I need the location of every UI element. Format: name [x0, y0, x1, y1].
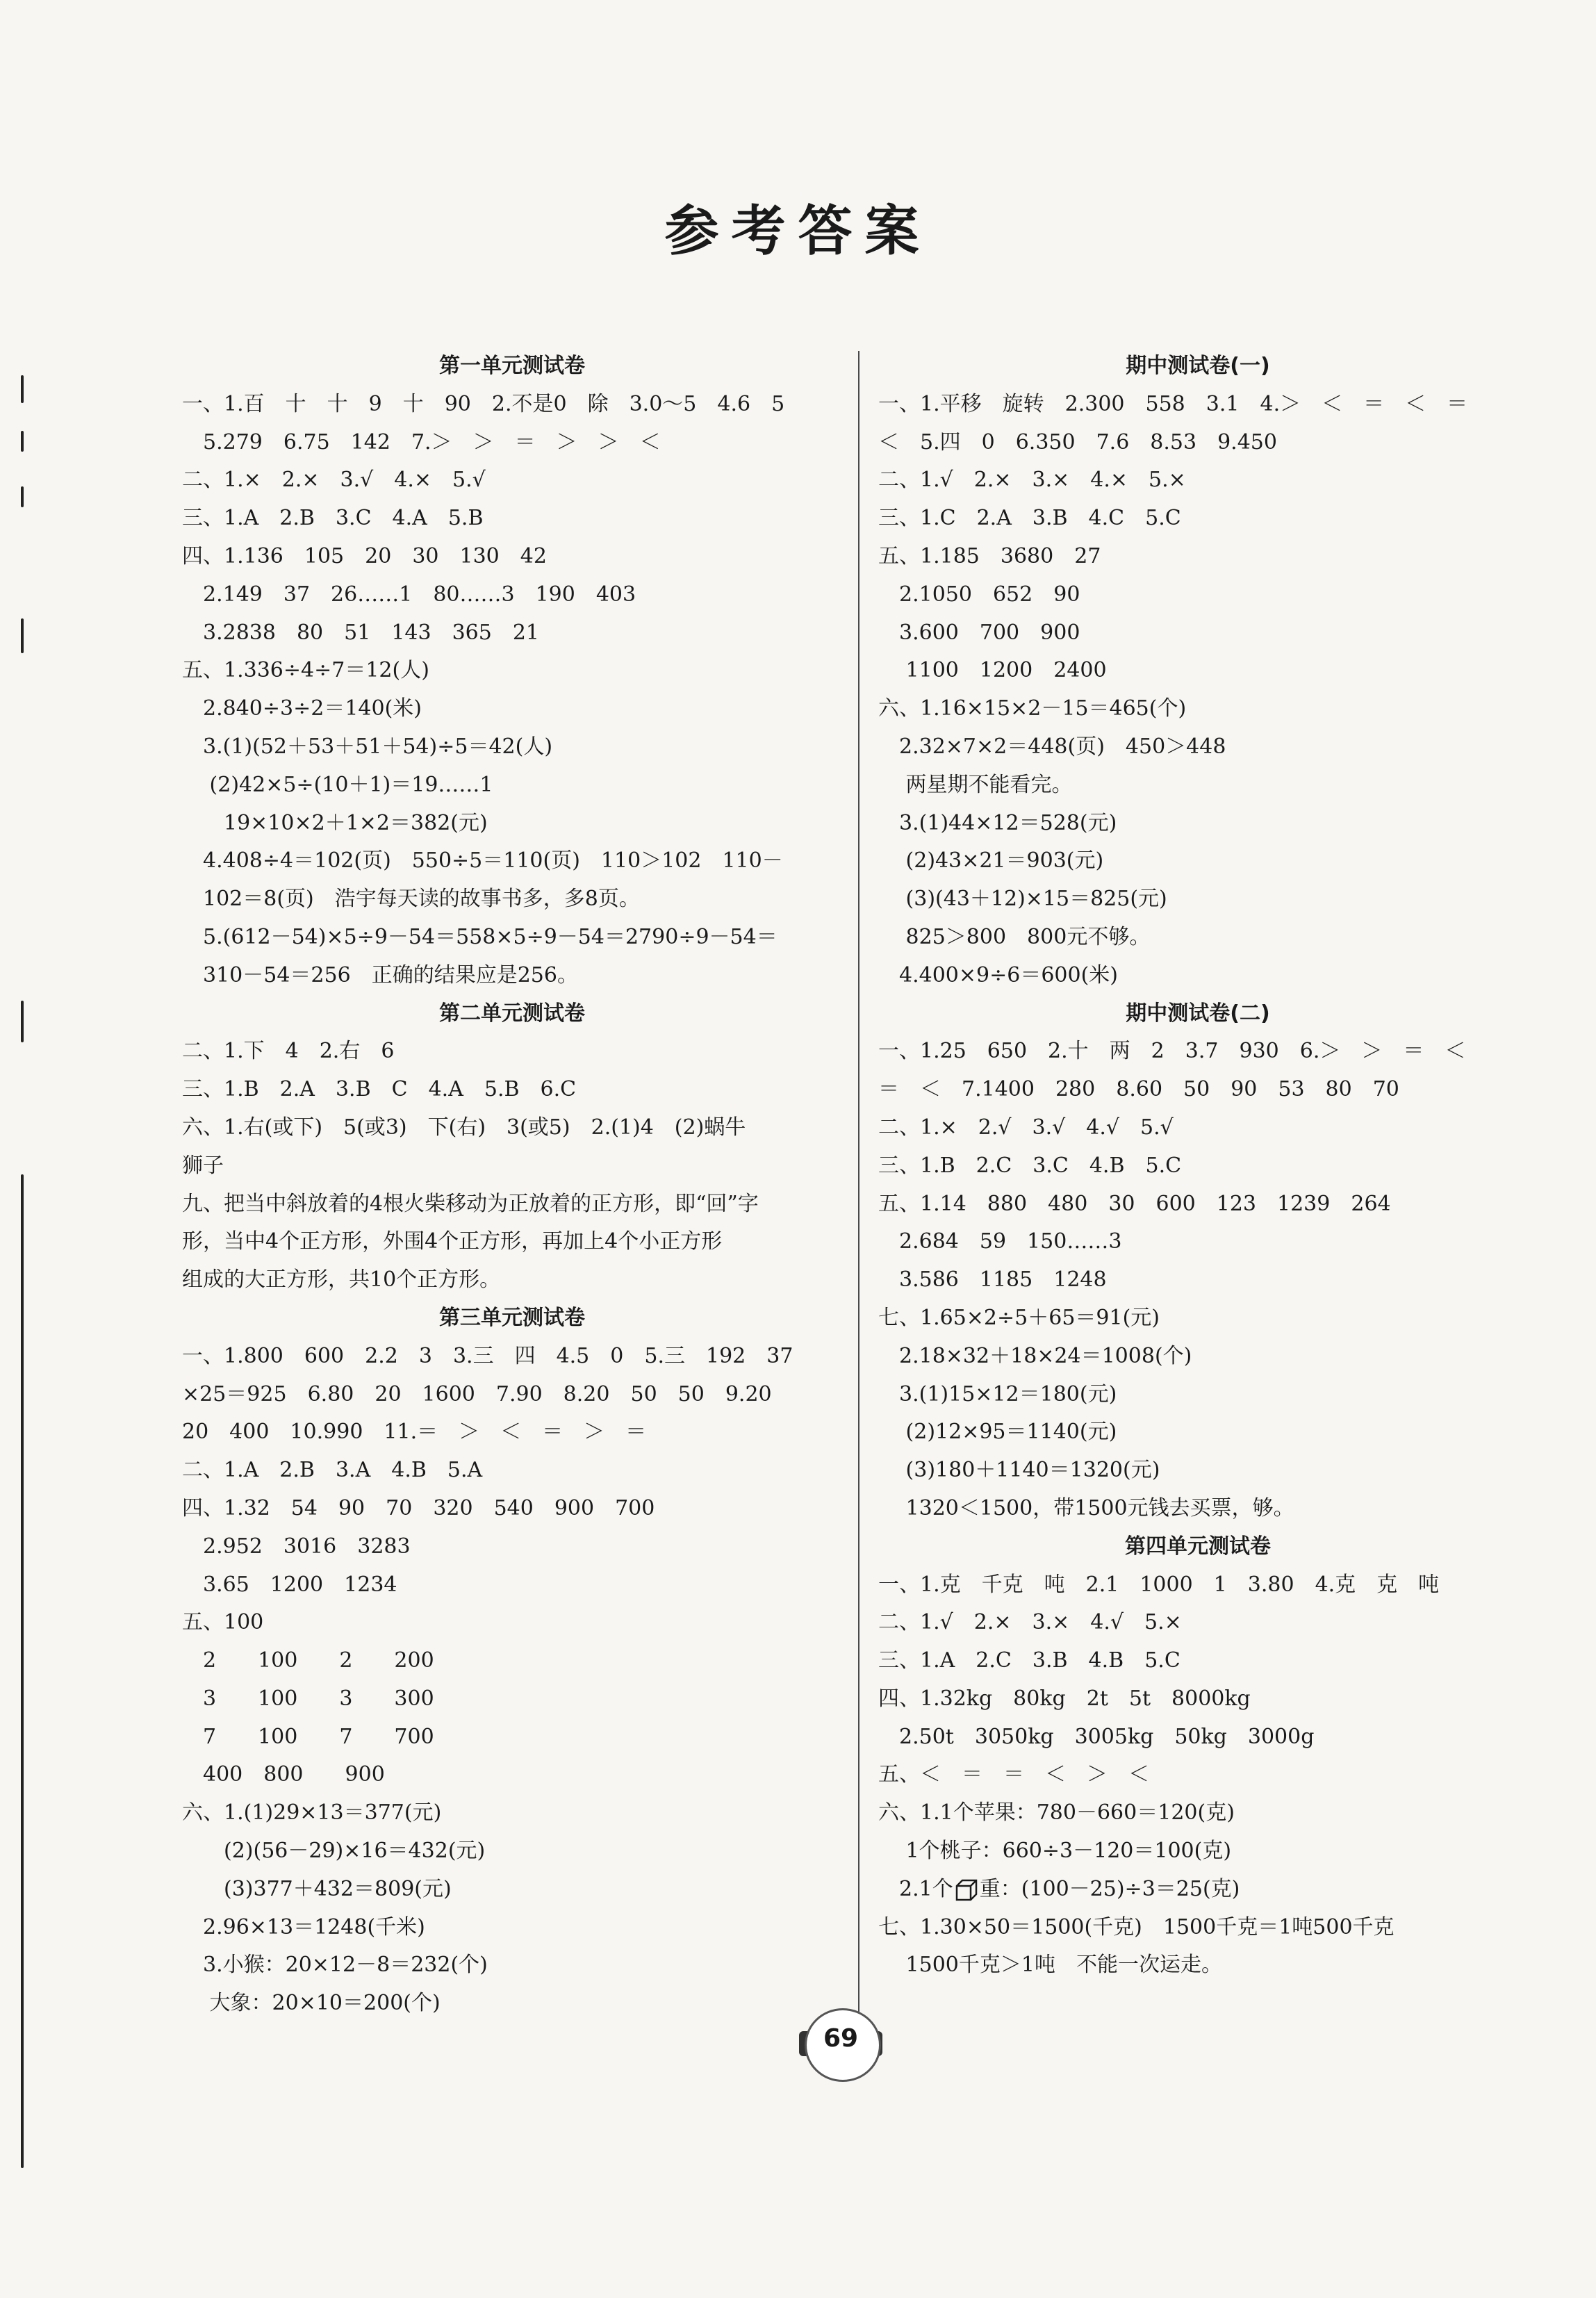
answer-line: 一、1.800 600 2.2 3 3.三 四 4.5 0 5.三 192 37 [182, 1343, 793, 1368]
answer-line: 2.684 59 150……3 [878, 1229, 1122, 1254]
answer-line: 五、1.185 3680 27 [878, 543, 1101, 568]
column-divider [858, 351, 859, 2029]
answer-line: 2.149 37 26……1 80……3 190 403 [182, 582, 636, 607]
answer-line: 三、1.A 2.C 3.B 4.B 5.C [878, 1648, 1180, 1673]
answer-line: ×25＝925 6.80 20 1600 7.90 8.20 50 50 9.20 [182, 1381, 772, 1406]
answer-line: 五、＜ ＝ ＝ ＜ ＞ ＜ [878, 1762, 1149, 1787]
section-heading: 第一单元测试卷 [439, 354, 585, 378]
answer-line: 2.96×13＝1248(千米) [182, 1914, 425, 1939]
section-heading: 期中测试卷(二) [1126, 1001, 1270, 1026]
section-heading: 第二单元测试卷 [439, 1001, 585, 1026]
answer-line: 四、1.32kg 80kg 2t 5t 8000kg [878, 1686, 1251, 1711]
answer-line: 狮子 [182, 1153, 224, 1178]
answer-line: 一、1.平移 旋转 2.300 558 3.1 4.＞ ＜ ＝ ＜ ＝ [878, 391, 1468, 416]
answer-line: 形，当中4个正方形，外围4个正方形，再加上4个小正方形 [182, 1229, 723, 1254]
answer-line: (2)42×5÷(10＋1)＝19……1 [182, 772, 493, 797]
answer-line: 3.(1)(52＋53＋51＋54)÷5＝42(人) [182, 734, 553, 759]
answer-line: 3.(1)15×12＝180(元) [878, 1381, 1117, 1406]
answer-line: (3)(43＋12)×15＝825(元) [878, 887, 1167, 912]
answer-line: 5.279 6.75 142 7.＞ ＞ ＝ ＞ ＞ ＜ [182, 429, 661, 454]
answer-line: 一、1.25 650 2.十 两 2 3.7 930 6.＞ ＞ ＝ ＜ [878, 1039, 1466, 1064]
answer-line: (2)12×95＝1140(元) [878, 1420, 1117, 1445]
answer-line: 六、1.(1)29×13＝377(元) [182, 1800, 442, 1825]
answer-line: 4.400×9÷6＝600(米) [878, 962, 1118, 987]
answer-line: 二、1.× 2.√ 3.√ 4.√ 5.√ [878, 1115, 1174, 1140]
answer-line: 3.586 1185 1248 [878, 1267, 1107, 1292]
answer-line: 四、1.32 54 90 70 320 540 900 700 [182, 1495, 655, 1520]
answer-line: 二、1.A 2.B 3.A 4.B 5.A [182, 1458, 483, 1483]
answer-line: 六、1.右(或下) 5(或3) 下(右) 3(或5) 2.(1)4 (2)蜗牛 [182, 1115, 746, 1140]
answer-line: 7 100 7 700 [182, 1724, 434, 1749]
answer-line: 2.840÷3÷2＝140(米) [182, 696, 422, 721]
answer-line: 二、1.√ 2.× 3.× 4.× 5.× [878, 468, 1186, 493]
answer-line: 一、1.克 千克 吨 2.1 1000 1 3.80 4.克 克 吨 [878, 1572, 1440, 1597]
answer-line: (2)(56－29)×16＝432(元) [182, 1839, 486, 1864]
answer-line: 2.18×32＋18×24＝1008(个) [878, 1343, 1192, 1368]
answer-line: 825＞800 800元不够。 [878, 924, 1151, 949]
answer-line: (2)43×21＝903(元) [878, 848, 1104, 873]
cube-icon [955, 1878, 978, 1902]
answer-text: 2.1个 [878, 1876, 953, 1901]
answer-line: 组成的大正方形，共10个正方形。 [182, 1267, 501, 1292]
answer-line: 2 100 2 200 [182, 1648, 434, 1673]
answer-line: 五、1.14 880 480 30 600 123 1239 264 [878, 1191, 1391, 1216]
left-column [182, 347, 842, 2023]
answer-line: 三、1.C 2.A 3.B 4.C 5.C [878, 506, 1181, 531]
answer-line: 400 800 900 [182, 1762, 385, 1787]
answer-line: 二、1.下 4 2.右 6 [182, 1039, 395, 1064]
answer-line: 3.65 1200 1234 [182, 1572, 397, 1597]
answer-line: 大象：20×10＝200(个) [182, 1991, 441, 2016]
right-column [878, 347, 1517, 1985]
binding-marks [21, 375, 25, 2168]
answer-line: 3 100 3 300 [182, 1686, 434, 1711]
answer-line: 二、1.√ 2.× 3.× 4.√ 5.× [878, 1610, 1182, 1635]
answer-line: 1100 1200 2400 [878, 658, 1107, 683]
answer-line: 4.408÷4＝102(页) 550÷5＝110(页) 110＞102 110－ [182, 848, 783, 873]
section-heading: 期中测试卷(一) [1126, 354, 1270, 378]
page-number: 69 [823, 2024, 859, 2053]
section-heading: 第三单元测试卷 [439, 1305, 585, 1330]
answer-line: 三、1.B 2.A 3.B C 4.A 5.B 6.C [182, 1077, 577, 1102]
section-heading: 第四单元测试卷 [1125, 1534, 1271, 1559]
answer-line: 3.600 700 900 [878, 620, 1080, 645]
answer-line: 三、1.A 2.B 3.C 4.A 5.B [182, 506, 484, 531]
answer-line [878, 1871, 1517, 1909]
answer-line: 2.50t 3050kg 3005kg 50kg 3000g [878, 1724, 1315, 1749]
answer-line: 3.(1)44×12＝528(元) [878, 810, 1117, 835]
answer-line: 310－54＝256 正确的结果应是256。 [182, 962, 578, 987]
answer-line: (3)180＋1140＝1320(元) [878, 1458, 1160, 1483]
answer-line: 两星期不能看完。 [878, 772, 1073, 797]
answer-line: 1320＜1500，带1500元钱去买票，够。 [878, 1495, 1294, 1520]
answer-line: 1个桃子：660÷3－120＝100(克) [878, 1839, 1232, 1864]
answer-line: 3.2838 80 51 143 365 21 [182, 620, 540, 645]
answer-line: 2.952 3016 3283 [182, 1534, 411, 1559]
answer-line: 二、1.× 2.× 3.√ 4.× 5.√ [182, 468, 486, 493]
answer-line: 2.1050 652 90 [878, 582, 1080, 607]
answer-line: 5.(612－54)×5÷9－54＝558×5÷9－54＝2790÷9－54＝ [182, 924, 778, 949]
answer-line: 四、1.136 105 20 30 130 42 [182, 543, 547, 568]
answer-line: 五、1.336÷4÷7＝12(人) [182, 658, 429, 683]
answer-line: ＜ 5.四 0 6.350 7.6 8.53 9.450 [878, 429, 1277, 454]
answer-line: 102＝8(页) 浩宇每天读的故事书多，多8页。 [182, 887, 640, 912]
answer-line: (3)377＋432＝809(元) [182, 1876, 452, 1901]
answer-line: 19×10×2＋1×2＝382(元) [182, 810, 488, 835]
answer-line: 六、1.16×15×2－15＝465(个) [878, 696, 1187, 721]
answer-line: 一、1.百 十 十 9 十 90 2.不是0 除 3.0～5 4.6 5 [182, 391, 785, 416]
page-title: 参考答案 [664, 200, 932, 263]
answer-line: 六、1.1个苹果：780－660＝120(克) [878, 1800, 1235, 1825]
answer-line: 2.32×7×2＝448(页) 450＞448 [878, 734, 1226, 759]
answer-line: 五、100 [182, 1610, 264, 1635]
answer-text: 重：(100－25)÷3＝25(克) [979, 1876, 1240, 1901]
answer-line: 1500千克＞1吨 不能一次运走。 [878, 1953, 1222, 1978]
answer-line: 七、1.30×50＝1500(千克) 1500千克＝1吨500千克 [878, 1914, 1395, 1939]
answer-line: 七、1.65×2÷5＋65＝91(元) [878, 1305, 1160, 1330]
answer-line: 三、1.B 2.C 3.C 4.B 5.C [878, 1153, 1182, 1178]
answer-line: ＝ ＜ 7.1400 280 8.60 50 90 53 80 70 [878, 1077, 1399, 1102]
answer-line: 3.小猴：20×12－8＝232(个) [182, 1953, 488, 1978]
answer-line: 20 400 10.990 11.＝ ＞ ＜ ＝ ＞ ＝ [182, 1420, 647, 1445]
answer-line: 九、把当中斜放着的4根火柴移动为正放着的正方形，即“回”字 [182, 1191, 759, 1216]
page-number-badge [799, 2005, 882, 2081]
